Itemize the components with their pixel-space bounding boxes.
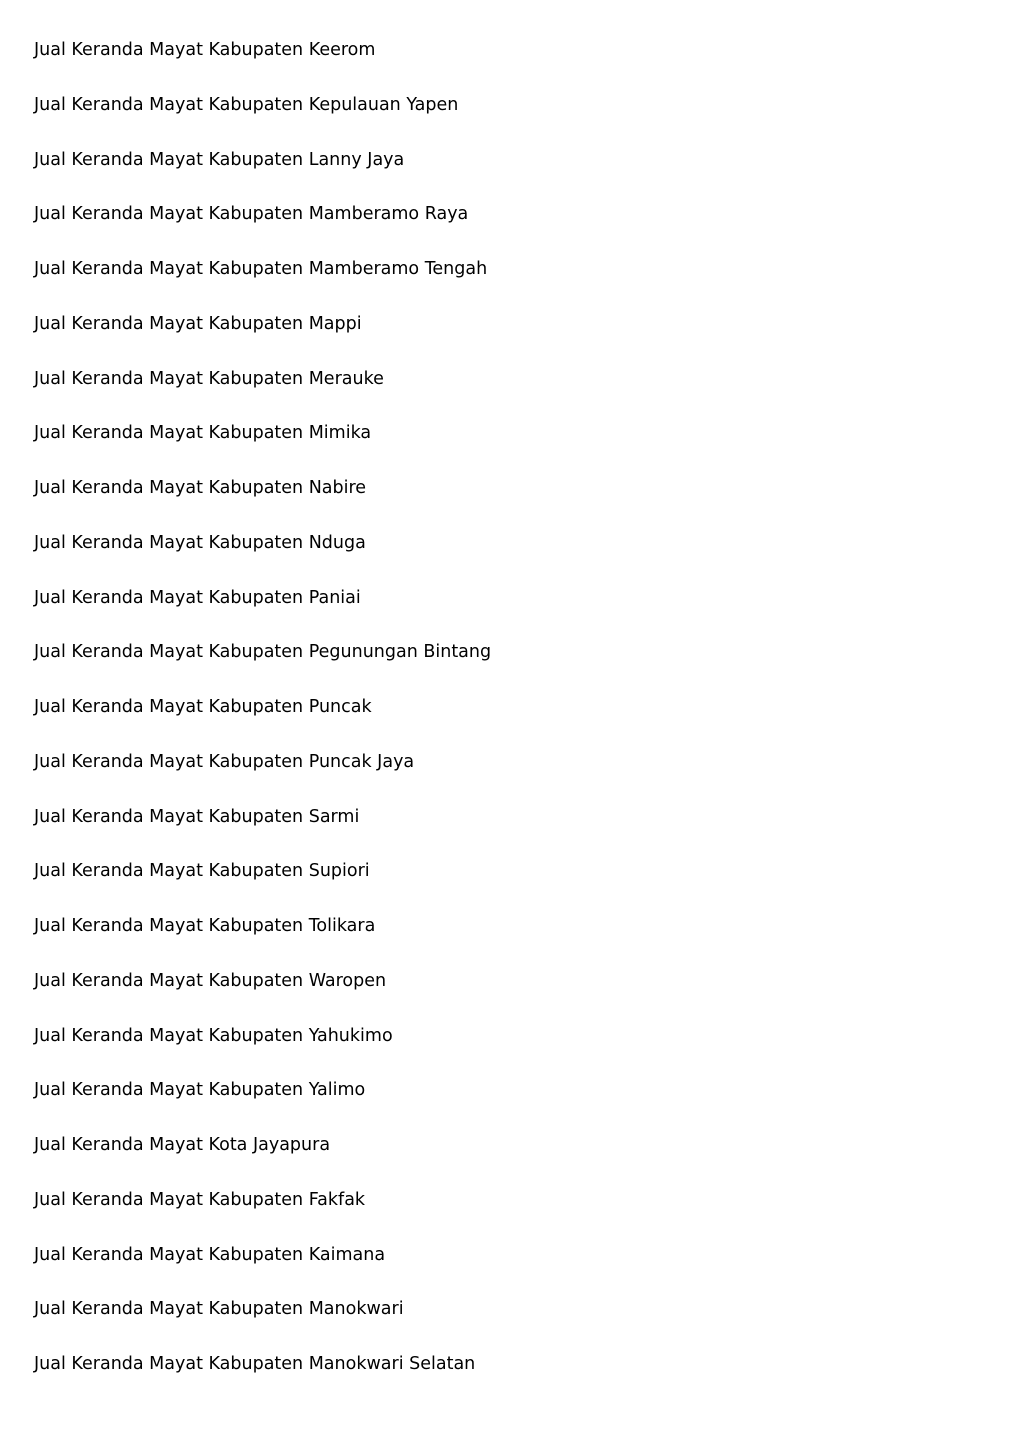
- item-list: [34, 36, 491, 1405]
- list-item: Jual Keranda Mayat Kabupaten Puncak: [34, 697, 372, 717]
- list-item: Jual Keranda Mayat Kabupaten Mamberamo Tengah: [34, 259, 488, 279]
- list-item: Jual Keranda Mayat Kabupaten Kaimana: [34, 1244, 386, 1265]
- list-item: Jual Keranda Mayat Kabupaten Kepulauan Yapen: [34, 94, 459, 115]
- list-item: Jual Keranda Mayat Kabupaten Tolikara: [34, 916, 376, 936]
- list-item: Jual Keranda Mayat Kabupaten Sarmi: [34, 806, 360, 827]
- list-item: Jual Keranda Mayat Kabupaten Merauke: [34, 368, 384, 389]
- list-item: Jual Keranda Mayat Kabupaten Mappi: [34, 313, 362, 334]
- list-item: Jual Keranda Mayat Kabupaten Paniai: [34, 587, 361, 608]
- list-item: Jual Keranda Mayat Kabupaten Mimika: [34, 423, 372, 444]
- list-item: Jual Keranda Mayat Kabupaten Supiori: [34, 861, 370, 882]
- list-item: Jual Keranda Mayat Kabupaten Fakfak: [34, 1189, 366, 1210]
- list-item: Jual Keranda Mayat Kabupaten Nabire: [34, 478, 367, 498]
- list-item: Jual Keranda Mayat Kabupaten Lanny Jaya: [34, 149, 405, 170]
- list-item: Jual Keranda Mayat Kabupaten Yalimo: [34, 1080, 366, 1101]
- list-item: Jual Keranda Mayat Kabupaten Puncak Jaya: [34, 751, 415, 772]
- list-item: Jual Keranda Mayat Kabupaten Keerom: [34, 40, 376, 60]
- list-item: Jual Keranda Mayat Kabupaten Manokwari Selatan: [34, 1354, 476, 1374]
- list-item: Jual Keranda Mayat Kabupaten Mamberamo Raya: [34, 204, 469, 225]
- list-item: Jual Keranda Mayat Kabupaten Waropen: [34, 970, 387, 991]
- list-item: Jual Keranda Mayat Kabupaten Yahukimo: [34, 1025, 393, 1046]
- list-item: Jual Keranda Mayat Kota Jayapura: [34, 1135, 331, 1155]
- list-item: Jual Keranda Mayat Kabupaten Pegunungan Bintang: [34, 642, 492, 663]
- list-item: Jual Keranda Mayat Kabupaten Manokwari: [34, 1299, 404, 1320]
- list-item: Jual Keranda Mayat Kabupaten Nduga: [34, 532, 366, 553]
